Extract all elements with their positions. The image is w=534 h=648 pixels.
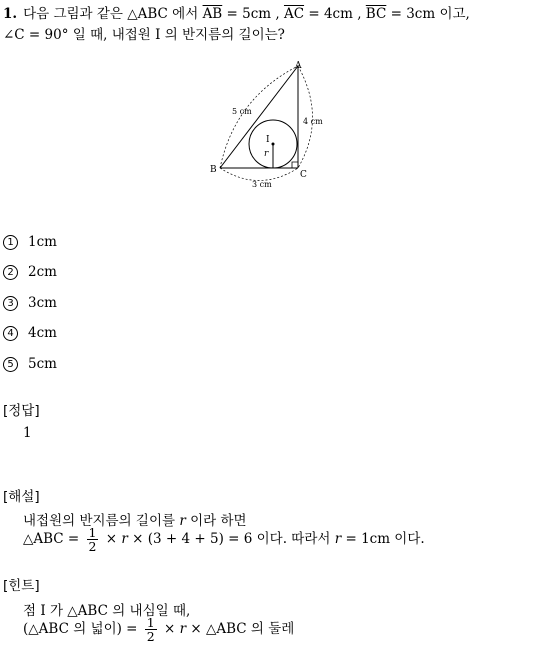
segment-ac: $\overline{AC}$ [283, 6, 305, 22]
circled-number: 3 [3, 296, 18, 311]
label-c: C [300, 170, 307, 180]
circled-number: 2 [3, 265, 18, 280]
circled-number: 5 [3, 357, 18, 372]
label-i: I [266, 135, 270, 145]
explanation-title: [해설] [3, 489, 40, 505]
triangle-figure [205, 58, 330, 193]
question-number: 1. [3, 6, 18, 22]
label-b: B [210, 165, 217, 175]
choice-2[interactable]: 2 2cm [3, 264, 57, 280]
explanation-line-2: △ABC = $\frac{1}{2}$ × r × (3 + 4 + 5) = 6 이다. 따라서 r = 1cm 이다. [23, 525, 425, 554]
hint-line-2: (△ABC 의 넓이) = $\frac{1}{2}$ × r × △ABC 의 둘레 [23, 615, 295, 644]
label-a: A [295, 61, 302, 71]
side-ab [220, 66, 298, 168]
label-ac: 4 cm [303, 117, 323, 126]
fraction: $\frac{1}{2}$ [146, 615, 155, 644]
circled-number: 4 [3, 326, 18, 341]
label-bc: 3 cm [252, 180, 272, 189]
question-line-2: ∠C = 90° 일 때, 내접원 I 의 반지름의 길이는? [3, 27, 285, 43]
label-r: r [264, 149, 269, 159]
circled-number: 1 [3, 235, 18, 250]
label-ab: 5 cm [232, 107, 252, 116]
choice-4[interactable]: 4 4cm [3, 325, 57, 341]
explanation-line-1: 내접원의 반지름의 길이를 r 이라 하면 [23, 513, 247, 529]
fraction: $\frac{1}{2}$ [88, 525, 97, 554]
choice-1[interactable]: 1 1cm [3, 234, 57, 250]
segment-bc: $\overline{BC}$ [365, 6, 387, 22]
right-angle-mark [292, 162, 298, 168]
answer-value: 1 [23, 425, 32, 441]
hint-line-1: 점 I 가 △ABC 의 내심일 때, [23, 603, 191, 619]
question-line-1: 1. 다음 그림과 같은 △ABC 에서 $\overline{AB} = 5cm$ , $\overline{AC} = 4cm$ , $\overline{BC} = 3cm$ 이고, [3, 6, 470, 22]
dim-arc-bc [220, 168, 298, 181]
answer-title: [정답] [3, 403, 40, 419]
hint-title: [힌트] [3, 578, 40, 594]
segment-ab: $\overline{AB}$ [202, 6, 223, 22]
choice-5[interactable]: 5 5cm [3, 356, 57, 372]
choice-3[interactable]: 3 3cm [3, 295, 57, 311]
